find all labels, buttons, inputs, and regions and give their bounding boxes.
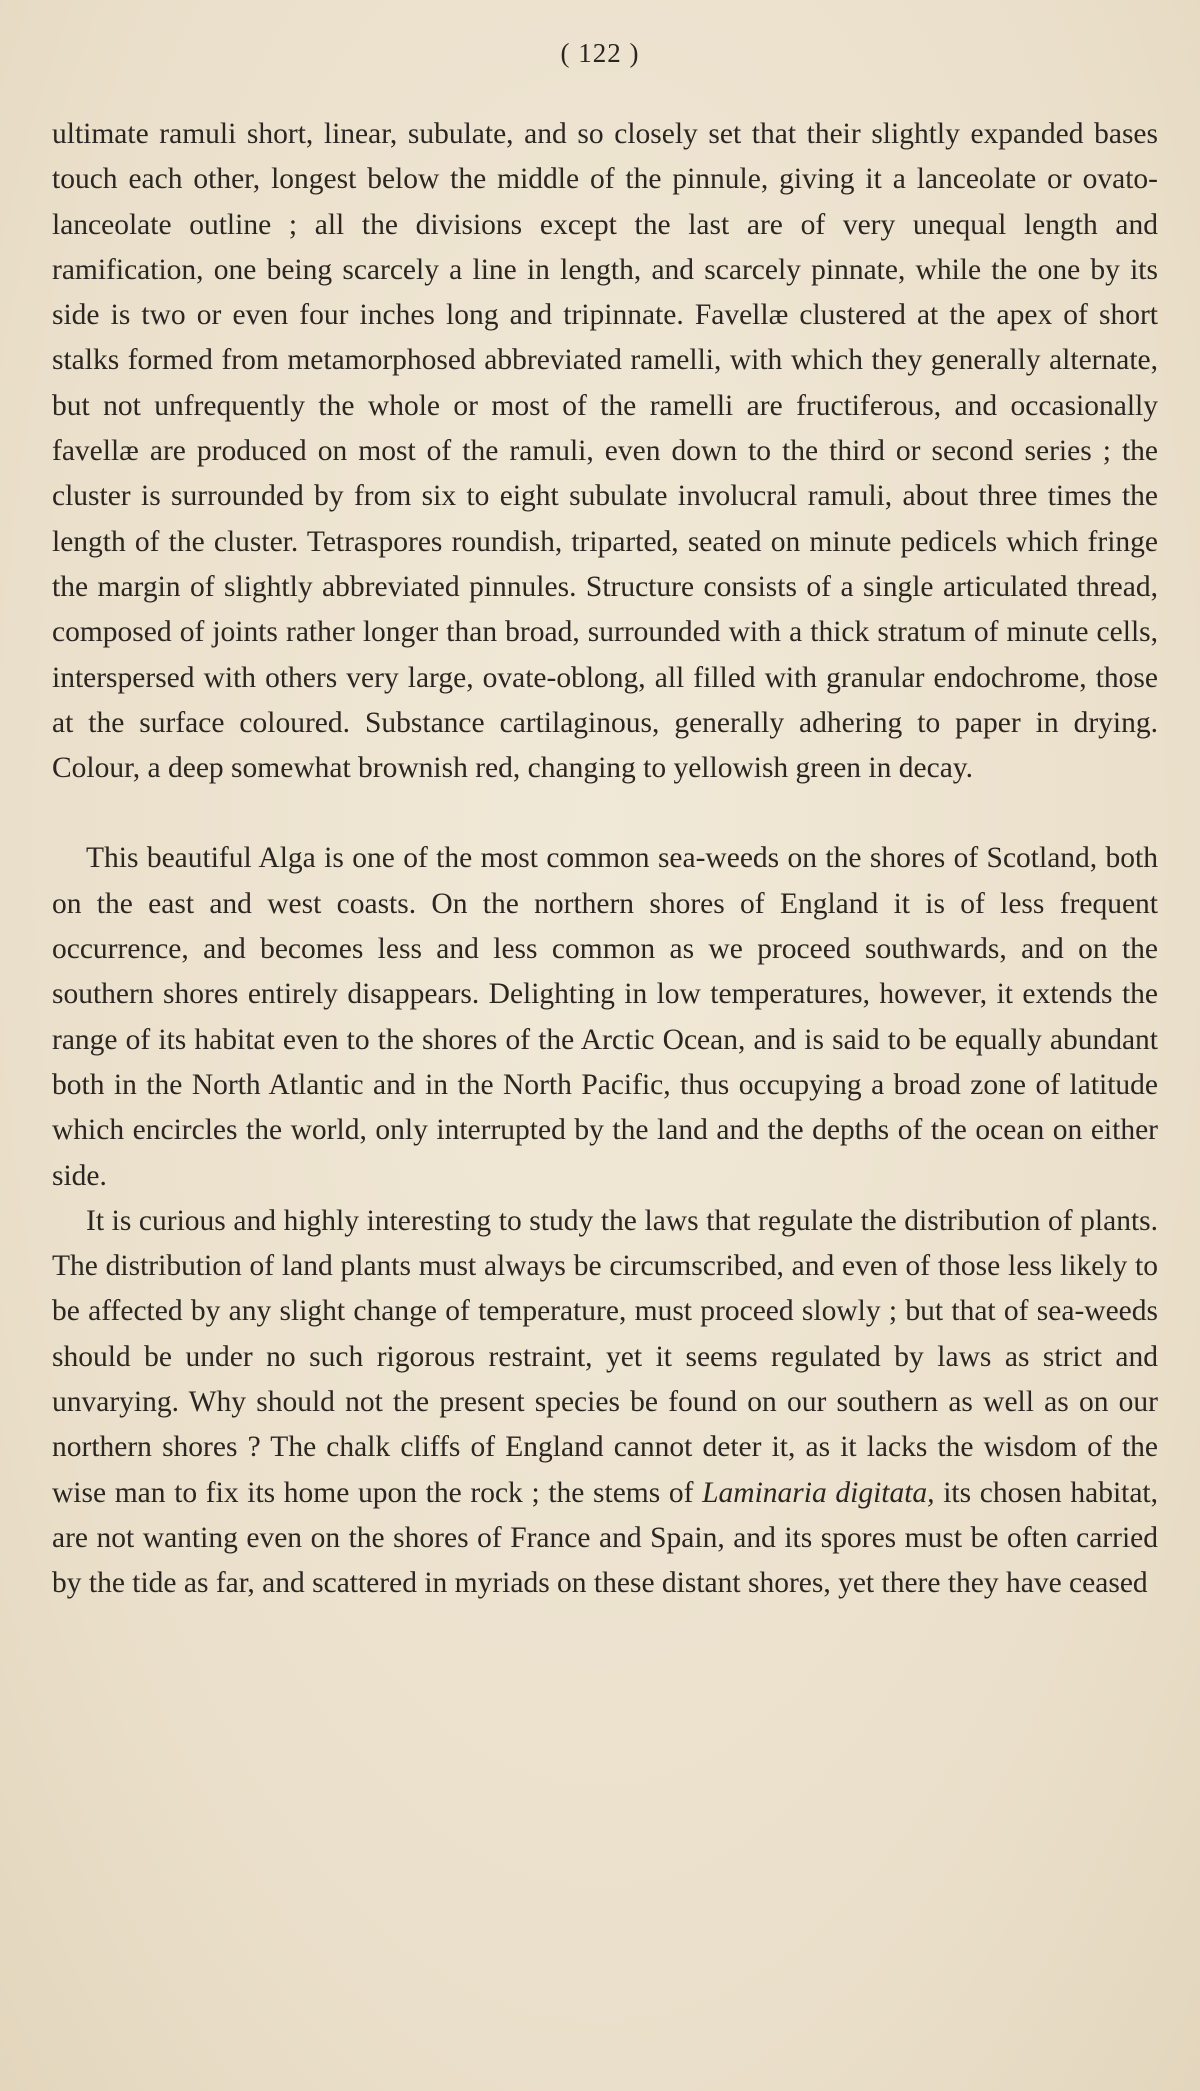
paragraph-gap bbox=[52, 791, 1158, 836]
laws-text-before-italic: It is curious and highly interesting to study the laws that regulate the distribution of plants. The distribution of land plants must always be circumscribed, and even of those less likely to be affected by any slight change of temperature, must proceed slowly ; but that of sea-weeds should be under no such rigorous restraint, yet it seems regulated by laws as strict and unvarying. Why should not the present species be found on our southern as well as on our northern shores ? The chalk cliffs of England cannot deter it, as it lacks the wisdom of the wise man to fix its home upon the rock ; the stems of bbox=[52, 1204, 1158, 1509]
paragraph-distribution-laws bbox=[52, 1199, 1158, 1607]
species-name-italic: Laminaria digitata, bbox=[702, 1476, 935, 1509]
paragraph-species-description: ultimate ramuli short, linear, subulate, and so closely set that their slightly expanded bases touch each other, longest below the middle of the pinnule, giving it a lanceolate or ovato-lanceolate outline ; all the divisions except the last are of very unequal length and ramification, one being scarcely a line in length, and scarcely pinnate, while the one by its side is two or even four inches long and tripinnate. Favellæ clustered at the apex of short stalks formed from metamorphosed abbreviated ramelli, with which they generally alternate, but not unfrequently the whole or most of the ramelli are fructiferous, and occasionally favellæ are produced on most of the ramuli, even down to the third or second series ; the cluster is surrounded by from six to eight subulate involucral ramuli, about three times the length of the cluster. Tetraspores roundish, triparted, seated on minute pedicels which fringe the margin of slightly abbreviated pinnules. Structure consists of a single articulated thread, composed of joints rather longer than broad, surrounded with a thick stratum of minute cells, interspersed with others very large, ovate-oblong, all filled with granular endochrome, those at the surface coloured. Substance cartilaginous, generally adhering to paper in drying. Colour, a deep somewhat brownish red, changing to yellowish green in decay. bbox=[52, 118, 1158, 785]
paragraph-distribution: This beautiful Alga is one of the most common sea-weeds on the shores of Scotland, both on the east and west coasts. On the northern shores of England it is of less frequent occurrence, and becomes less and less common as we proceed southwards, and on the southern shores entirely disappears. Delighting in low temperatures, however, it extends the range of its habitat even to the shores of the Arctic Ocean, and is said to be equally abundant both in the North Atlantic and in the North Pacific, thus occupying a broad zone of latitude which encircles the world, only interrupted by the land and the depths of the ocean on either side. bbox=[52, 842, 1158, 1192]
page-text-body bbox=[52, 112, 1158, 1607]
laws-text-after-italic: its chosen habitat, are not wanting even on the shores of France and Spain, and its spores must be often carried by the tide as far, and scattered in myriads on these distant shores, yet there they have ceased bbox=[52, 1476, 1159, 1600]
page-number: ( 122 ) bbox=[560, 38, 640, 68]
